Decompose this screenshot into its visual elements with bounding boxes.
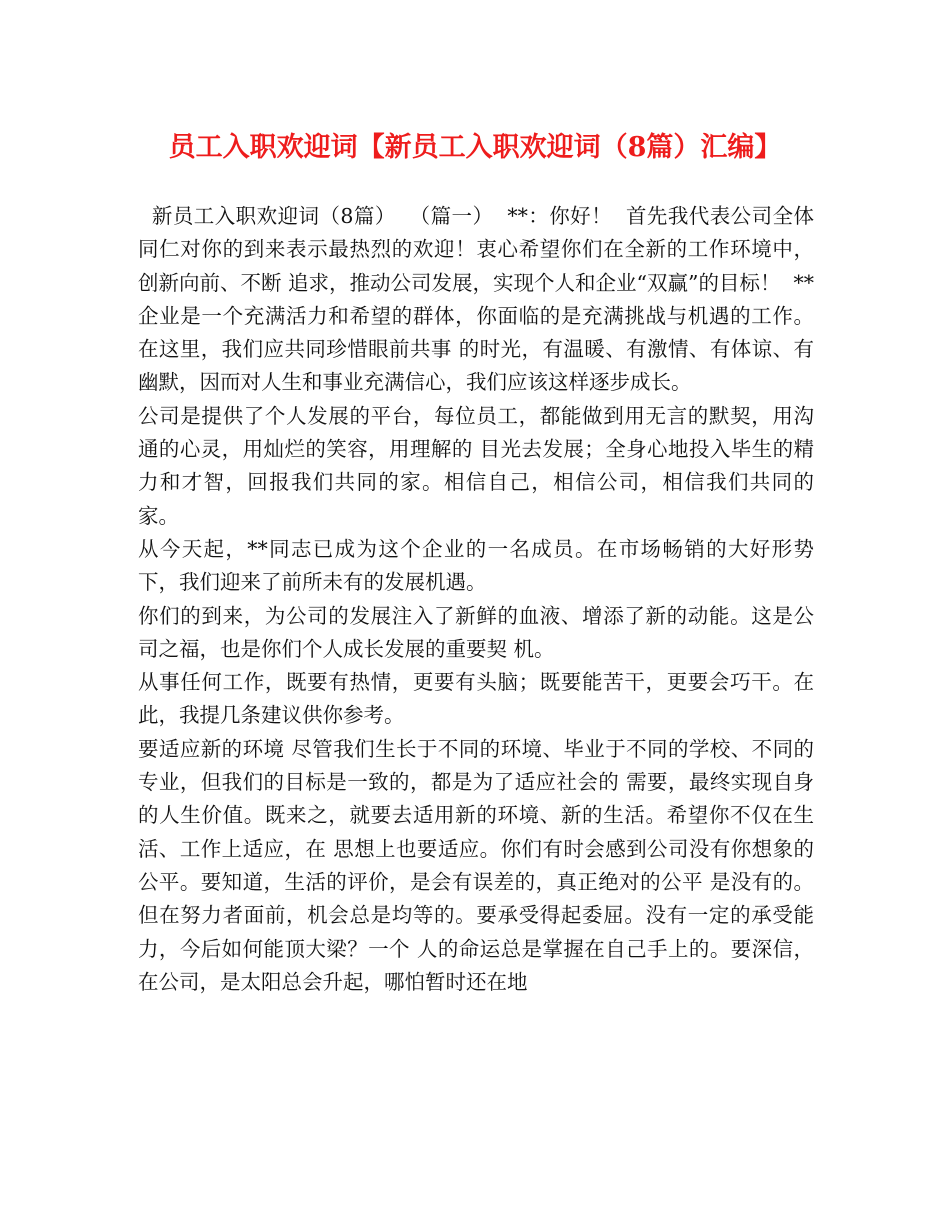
document-title: 员工入职欢迎词【新员工入职欢迎词（8篇）汇编】 [168,132,782,163]
paragraph-2: 公司是提供了个人发展的平台，每位员工，都能做到用无言的默契，用沟通的心灵，用灿烂的笑容，用理解的 目光去发展；全身心地投入毕生的精力和才智，回报我们共同的家。相信自己，相信公司，相信我们共同的家。 [138,403,814,528]
document-body [138,200,814,999]
paragraph-1: 新员工入职欢迎词（8篇） （篇一） **：你好！ 首先我代表公司全体同仁对你的到来表示最热烈的欢迎！衷心希望你们在全新的工作环境中，创新向前、不断 追求，推动公司发展，实现个人和企业“双赢”的目标！ **企业是一个充满活力和希望的群体，你面临的是充满挑战与机遇的工作。在这里，我们应共同珍惜眼前共事 的时光，有温暖、有激情、有体谅、有幽默，因而对人生和事业充满信心，我们应该这样逐步成长。 [138,204,815,395]
paragraph-3: 从今天起，**同志已成为这个企业的一名成员。在市场畅销的大好形势下，我们迎来了前所未有的发展机遇。 [138,536,814,595]
paragraph-4: 你们的到来，为公司的发展注入了新鲜的血液、增添了新的动能。这是公司之福，也是你们个人成长发展的重要契 机。 [138,603,814,661]
paragraph-5: 从事任何工作，既要有热情，更要有头脑；既要能苦干，更要会巧干。在此，我提几条建议供你参考。 [138,670,814,728]
paragraph-6: 要适应新的环境 尽管我们生长于不同的环境、毕业于不同的学校、不同的专业，但我们的目标是一致的，都是为了适应社会的 需要，最终实现自身的人生价值。既来之，就要去适用新的环境、新的生活。希望你不仅在生活、工作上适应，在 思想上也要适应。你们有时会感到公司没有你想象的公平。要知道，生活的评价，是会有误差的，真正绝对的公平 是没有的。但在努力者面前，机会总是均等的。要承受得起委屈。没有一定的承受能力，今后如何能顶大梁？一个 人的命运总是掌握在自己手上的。要深信，在公司，是太阳总会升起，哪怕暂时还在地 [138,736,814,994]
